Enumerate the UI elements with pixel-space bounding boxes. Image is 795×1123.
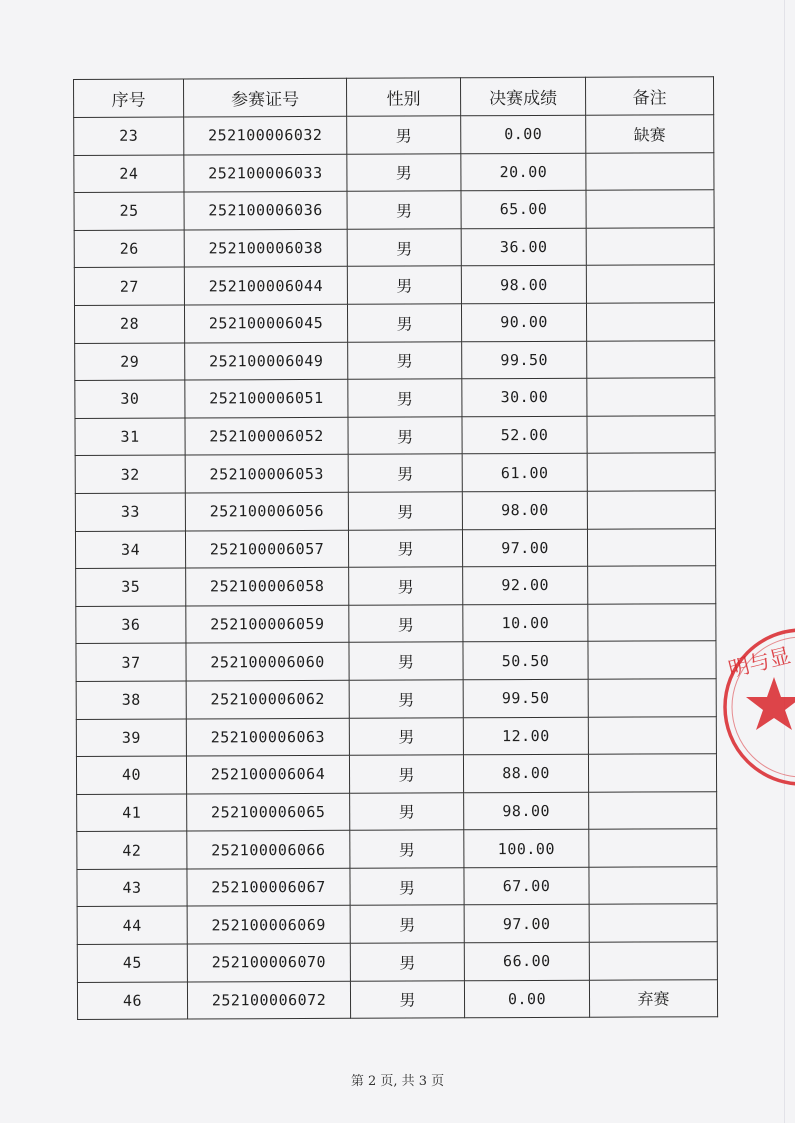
seq-cell: 45	[77, 944, 187, 982]
gender-cell: 男	[348, 341, 462, 379]
note-cell	[589, 942, 717, 980]
header-gender: 性别	[346, 78, 460, 116]
seq-cell: 32	[75, 455, 185, 493]
table-row	[74, 265, 714, 305]
note-cell	[588, 754, 716, 792]
gender-cell: 男	[347, 191, 461, 229]
results-table	[73, 76, 718, 1020]
id-cell: 252100006062	[186, 680, 349, 718]
id-cell: 252100006052	[185, 417, 348, 455]
page-edge	[784, 0, 785, 1123]
id-cell: 252100006067	[187, 868, 350, 906]
seq-cell: 36	[76, 606, 186, 644]
note-cell	[587, 340, 715, 378]
note-cell	[587, 415, 715, 453]
seq-cell: 34	[75, 531, 185, 569]
seq-cell: 40	[76, 756, 186, 794]
note-cell	[589, 791, 717, 829]
table-row	[77, 867, 717, 907]
score-cell: 90.00	[461, 303, 586, 341]
gender-cell: 男	[350, 980, 464, 1018]
table-row	[74, 227, 714, 267]
seq-cell: 39	[76, 719, 186, 757]
table-row	[75, 528, 715, 568]
note-cell	[589, 829, 717, 867]
score-cell: 99.50	[463, 679, 588, 717]
seq-cell: 31	[75, 418, 185, 456]
note-cell	[588, 716, 716, 754]
score-cell: 0.00	[464, 980, 589, 1018]
seal-graphic	[718, 625, 795, 790]
score-cell: 98.00	[464, 792, 589, 830]
note-cell	[589, 904, 717, 942]
id-cell: 252100006070	[187, 943, 350, 981]
score-cell: 100.00	[464, 830, 589, 868]
score-cell: 20.00	[461, 153, 586, 191]
table-row	[76, 566, 716, 606]
table-row	[74, 190, 714, 230]
gender-cell: 男	[348, 454, 462, 492]
gender-cell: 男	[350, 792, 464, 830]
note-cell: 弃赛	[589, 979, 717, 1017]
id-cell: 252100006063	[186, 718, 349, 756]
gender-cell: 男	[348, 492, 462, 530]
official-seal	[718, 625, 795, 790]
table-row	[74, 115, 714, 155]
seq-cell: 23	[74, 117, 184, 155]
table-row	[75, 378, 715, 418]
seq-cell: 33	[75, 493, 185, 531]
gender-cell: 男	[349, 605, 463, 643]
seq-cell: 28	[74, 305, 184, 343]
gender-cell: 男	[347, 153, 461, 191]
id-cell: 252100006060	[186, 643, 349, 681]
seq-cell: 38	[76, 681, 186, 719]
gender-cell: 男	[349, 717, 463, 755]
id-cell: 252100006044	[184, 267, 347, 305]
id-cell: 252100006059	[186, 605, 349, 643]
table-row	[76, 754, 716, 794]
table-row	[75, 415, 715, 455]
seq-cell: 42	[77, 831, 187, 869]
header-seq: 序号	[74, 79, 184, 117]
note-cell	[586, 152, 714, 190]
note-cell	[586, 227, 714, 265]
gender-cell: 男	[347, 116, 461, 154]
id-cell: 252100006058	[186, 567, 349, 605]
seq-cell: 35	[76, 568, 186, 606]
score-cell: 98.00	[462, 491, 587, 529]
seq-cell: 25	[74, 192, 184, 230]
id-cell: 252100006066	[187, 831, 350, 869]
note-cell	[587, 528, 715, 566]
header-note: 备注	[585, 77, 713, 116]
score-cell: 92.00	[463, 566, 588, 604]
table-row	[75, 491, 715, 531]
seq-cell: 29	[75, 343, 185, 381]
score-cell: 65.00	[461, 190, 586, 228]
seq-cell: 30	[75, 380, 185, 418]
id-cell: 252100006069	[187, 906, 350, 944]
note-cell	[586, 265, 714, 303]
note-cell	[587, 378, 715, 416]
note-cell	[589, 867, 717, 905]
score-cell: 36.00	[461, 228, 586, 266]
gender-cell: 男	[348, 529, 462, 567]
id-cell: 252100006036	[184, 191, 347, 229]
table-row	[76, 641, 716, 681]
table-body	[74, 115, 718, 1020]
table-row	[74, 152, 714, 192]
seq-cell: 26	[74, 230, 184, 268]
id-cell: 252100006049	[185, 342, 348, 380]
header-score: 决赛成绩	[460, 77, 585, 116]
score-cell: 61.00	[462, 454, 587, 492]
note-cell	[586, 303, 714, 341]
seq-cell: 46	[77, 982, 187, 1020]
score-cell: 97.00	[464, 905, 589, 943]
gender-cell: 男	[347, 304, 461, 342]
note-cell	[588, 641, 716, 679]
note-cell: 缺赛	[586, 115, 714, 153]
table-row	[76, 603, 716, 643]
note-cell	[588, 603, 716, 641]
id-cell: 252100006057	[185, 530, 348, 568]
score-cell: 98.00	[461, 266, 586, 304]
note-cell	[586, 190, 714, 228]
id-cell: 252100006032	[184, 116, 347, 154]
score-cell: 67.00	[464, 867, 589, 905]
table-row	[75, 453, 715, 493]
gender-cell: 男	[349, 755, 463, 793]
score-cell: 88.00	[463, 754, 588, 792]
table-row	[77, 791, 717, 831]
table-row	[76, 716, 716, 756]
seq-cell: 37	[76, 643, 186, 681]
gender-cell: 男	[350, 943, 464, 981]
gender-cell: 男	[348, 417, 462, 455]
table-row	[75, 340, 715, 380]
id-cell: 252100006038	[184, 229, 347, 267]
gender-cell: 男	[350, 905, 464, 943]
score-cell: 50.50	[463, 642, 588, 680]
note-cell	[587, 491, 715, 529]
gender-cell: 男	[349, 567, 463, 605]
gender-cell: 男	[347, 229, 461, 267]
header-id: 参赛证号	[184, 78, 347, 117]
id-cell: 252100006051	[185, 379, 348, 417]
score-cell: 97.00	[462, 529, 587, 567]
table-row	[77, 979, 717, 1019]
score-cell: 66.00	[464, 942, 589, 980]
table-row	[77, 904, 717, 944]
table-row	[74, 303, 714, 343]
score-cell: 99.50	[462, 341, 587, 379]
table-header-row	[74, 77, 714, 118]
score-cell: 10.00	[463, 604, 588, 642]
page-footer: 第 2 页, 共 3 页	[350, 1074, 445, 1089]
note-cell	[587, 453, 715, 491]
seq-cell: 44	[77, 906, 187, 944]
gender-cell: 男	[348, 379, 462, 417]
gender-cell: 男	[349, 642, 463, 680]
id-cell: 252100006045	[184, 304, 347, 342]
id-cell: 252100006033	[184, 154, 347, 192]
id-cell: 252100006053	[185, 455, 348, 493]
seq-cell: 43	[77, 869, 187, 907]
id-cell: 252100006065	[187, 793, 350, 831]
table-row	[76, 679, 716, 719]
table-row	[77, 829, 717, 869]
table-row	[77, 942, 717, 982]
gender-cell: 男	[349, 680, 463, 718]
note-cell	[588, 566, 716, 604]
id-cell: 252100006064	[186, 755, 349, 793]
score-cell: 30.00	[462, 378, 587, 416]
seal-text: 明与显	[725, 643, 793, 682]
gender-cell: 男	[350, 868, 464, 906]
id-cell: 252100006056	[185, 492, 348, 530]
score-cell: 0.00	[461, 115, 586, 153]
score-cell: 12.00	[463, 717, 588, 755]
id-cell: 252100006072	[187, 981, 350, 1019]
gender-cell: 男	[350, 830, 464, 868]
seq-cell: 24	[74, 155, 184, 193]
note-cell	[588, 679, 716, 717]
seq-cell: 27	[74, 267, 184, 305]
seq-cell: 41	[77, 794, 187, 832]
gender-cell: 男	[347, 266, 461, 304]
score-cell: 52.00	[462, 416, 587, 454]
